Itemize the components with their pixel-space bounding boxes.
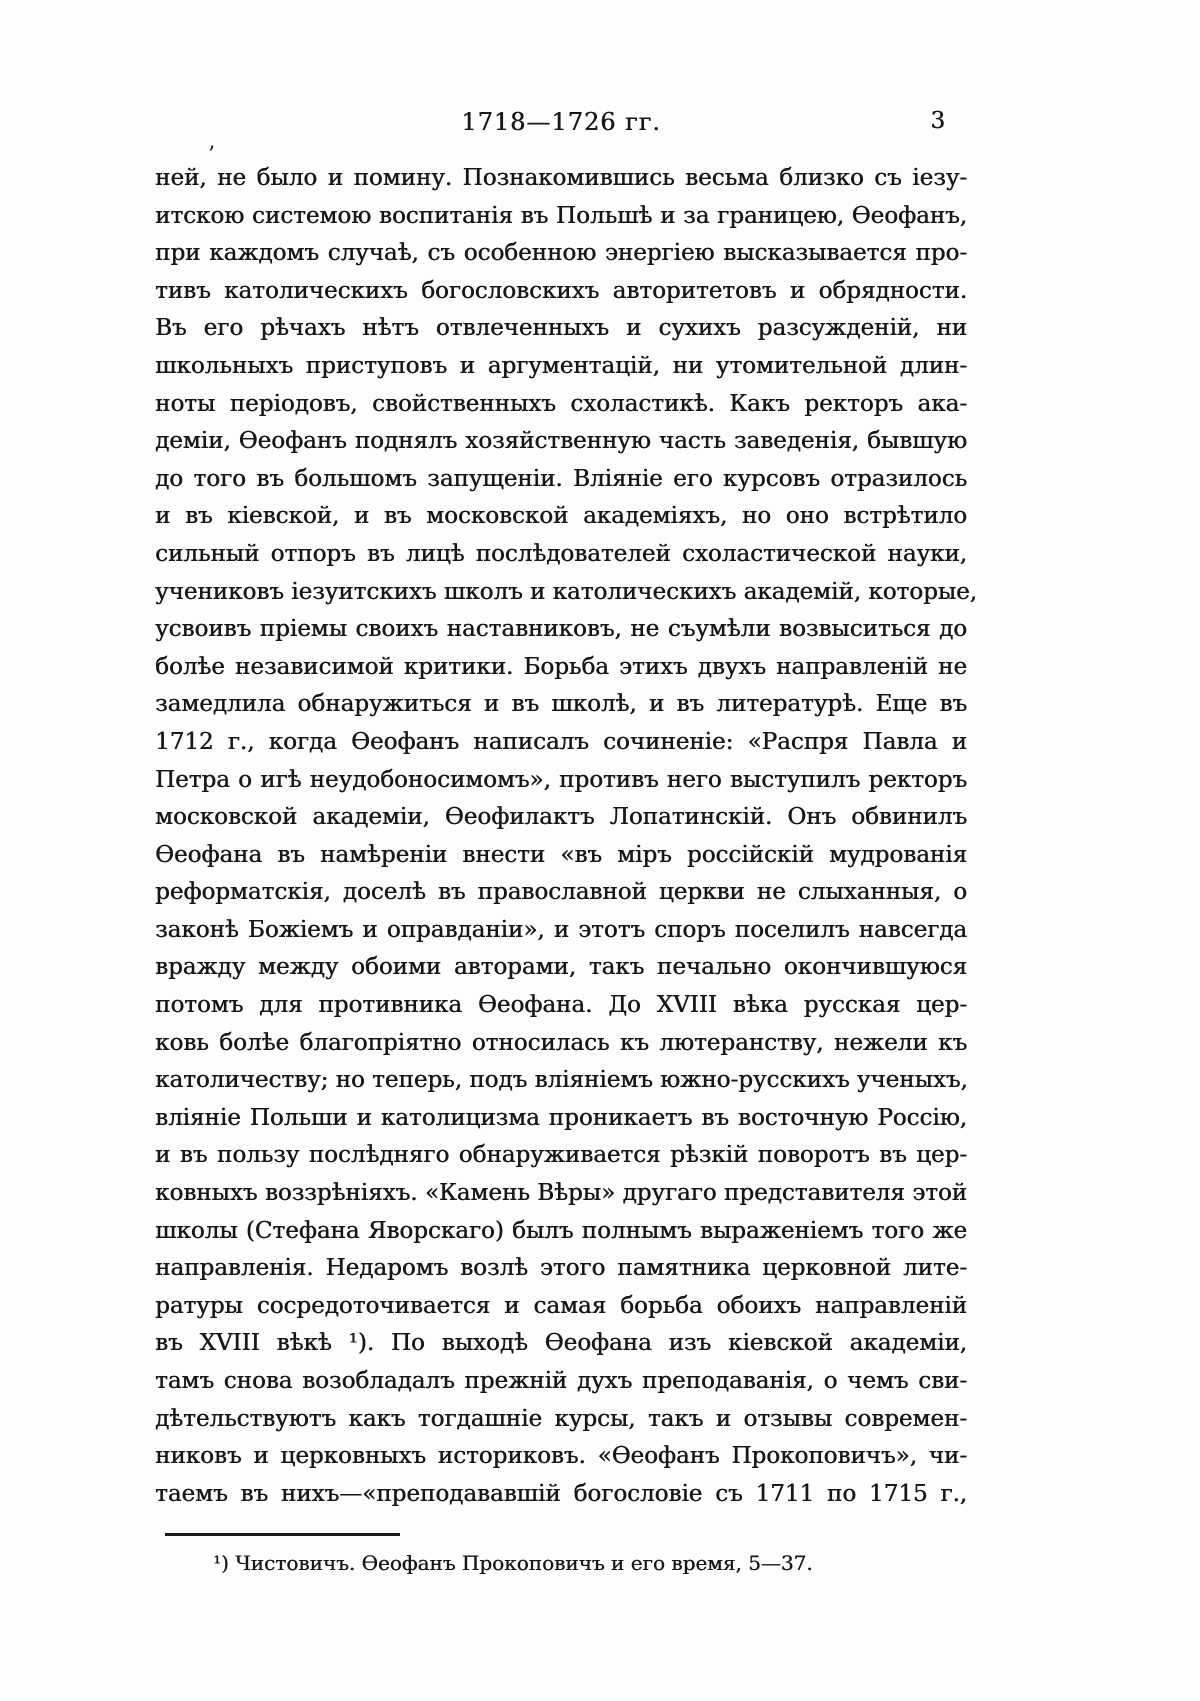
text-line: законѣ Божіемъ и оправданіи», и этотъ споръ поселилъ навсегда <box>155 916 967 943</box>
text-line: ковь болѣе благопріятно относилась къ лютеранству, нежели къ <box>155 1029 967 1056</box>
scan-artifact-mark: ’ <box>208 143 215 168</box>
text-line: деміи, Ѳеофанъ поднялъ хозяйственную часть заведенія, бывшую <box>155 428 967 455</box>
text-line: вліяніе Польши и католицизма проникаетъ въ восточную Россію, <box>155 1104 967 1131</box>
footnote-separator-rule <box>165 1533 400 1536</box>
text-line: католичеству; но теперь, подъ вліяніемъ южно-русскихъ ученыхъ, <box>155 1067 968 1094</box>
text-line: итскою системою воспитанія въ Польшѣ и за границею, Ѳеофанъ, <box>155 202 967 229</box>
page-number: 3 <box>930 108 945 134</box>
text-line: и въ кіевской, и въ московской академіяхъ, но оно встрѣтило <box>155 503 967 530</box>
text-line: 1712 г., когда Ѳеофанъ написалъ сочиненіе: «Распря Павла и <box>155 728 967 755</box>
running-head-date-range: 1718—1726 гг. <box>461 108 661 136</box>
text-line: дѣтельствуютъ какъ тогдашніе курсы, такъ и отзывы современ- <box>155 1405 967 1432</box>
text-line: потомъ для противника Ѳеофана. До XVIII вѣка русская цер- <box>155 992 967 1019</box>
text-line: учениковъ іезуитскихъ школъ и католическихъ академій, которые, <box>155 578 977 605</box>
text-line: Въ его рѣчахъ нѣтъ отвлеченныхъ и сухихъ разсужденій, ни <box>155 315 967 342</box>
text-line: никовъ и церковныхъ историковъ. «Ѳеофанъ Прокоповичъ», чи- <box>155 1443 967 1470</box>
text-line: направленія. Недаромъ возлѣ этого памятника церковной лите- <box>155 1255 967 1282</box>
text-line: и въ пользу послѣдняго обнаруживается рѣзкій поворотъ въ цер- <box>155 1142 967 1169</box>
text-line: московской академіи, Ѳеофилактъ Лопатинскій. Онъ обвинилъ <box>155 804 967 831</box>
text-line: вражду между обоими авторами, такъ печально окончившуюся <box>155 954 967 981</box>
text-line: реформатскія, доселѣ въ православной церкви не слыханныя, о <box>155 879 967 906</box>
text-line: замедлила обнаружиться и въ школѣ, и въ литературѣ. Еще въ <box>155 691 967 718</box>
text-line: таемъ въ нихъ—«преподававшій богословіе съ 1711 по 1715 г., <box>155 1480 967 1507</box>
text-line: ковныхъ воззрѣніяхъ. «Камень Вѣры» другаго представителя этой <box>155 1180 967 1207</box>
text-line: усвоивъ пріемы своихъ наставниковъ, не съумѣли возвыситься до <box>155 616 967 643</box>
text-line: тивъ католическихъ богословскихъ авторитетовъ и обрядности. <box>155 277 967 304</box>
running-header <box>155 108 967 142</box>
text-line: ней, не было и помину. Познакомившись весьма близко съ іезу- <box>155 165 967 191</box>
text-line: школы (Стефана Яворскаго) былъ полнымъ выраженіемъ того же <box>155 1217 967 1244</box>
text-line: при каждомъ случаѣ, съ особенною энергіею высказывается про- <box>155 240 967 267</box>
text-line: болѣе независимой критики. Борьба этихъ двухъ направленій не <box>155 653 967 680</box>
text-line: Ѳеофана въ намѣреніи внести «въ міръ россійскій мудрованія <box>155 841 967 868</box>
text-line: тамъ снова возобладалъ прежній духъ преподаванія, о чемъ сви- <box>155 1368 967 1394</box>
text-line: ратуры сосредоточивается и самая борьба обоихъ направленій <box>155 1292 967 1319</box>
text-line: школьныхъ приступовъ и аргументацій, ни утомительной длин- <box>155 352 967 379</box>
text-line: ноты періодовъ, свойственныхъ схоластикѣ. Какъ ректоръ ака- <box>155 390 967 417</box>
text-line: Петра о игѣ неудобоносимомъ», противъ него выступилъ ректоръ <box>155 766 967 793</box>
text-line: въ XVIII вѣкѣ ¹). По выходѣ Ѳеофана изъ кіевской академіи, <box>155 1330 967 1357</box>
text-line: до того въ большомъ запущеніи. Вліяніе его курсовъ отразилось <box>155 465 967 492</box>
footnote: ¹) Чистовичъ. Ѳеофанъ Прокоповичъ и его время, 5—37. <box>213 1551 813 1575</box>
text-line: сильный отпоръ въ лицѣ послѣдователей схоластической науки, <box>155 540 967 567</box>
body-text <box>155 160 977 1513</box>
